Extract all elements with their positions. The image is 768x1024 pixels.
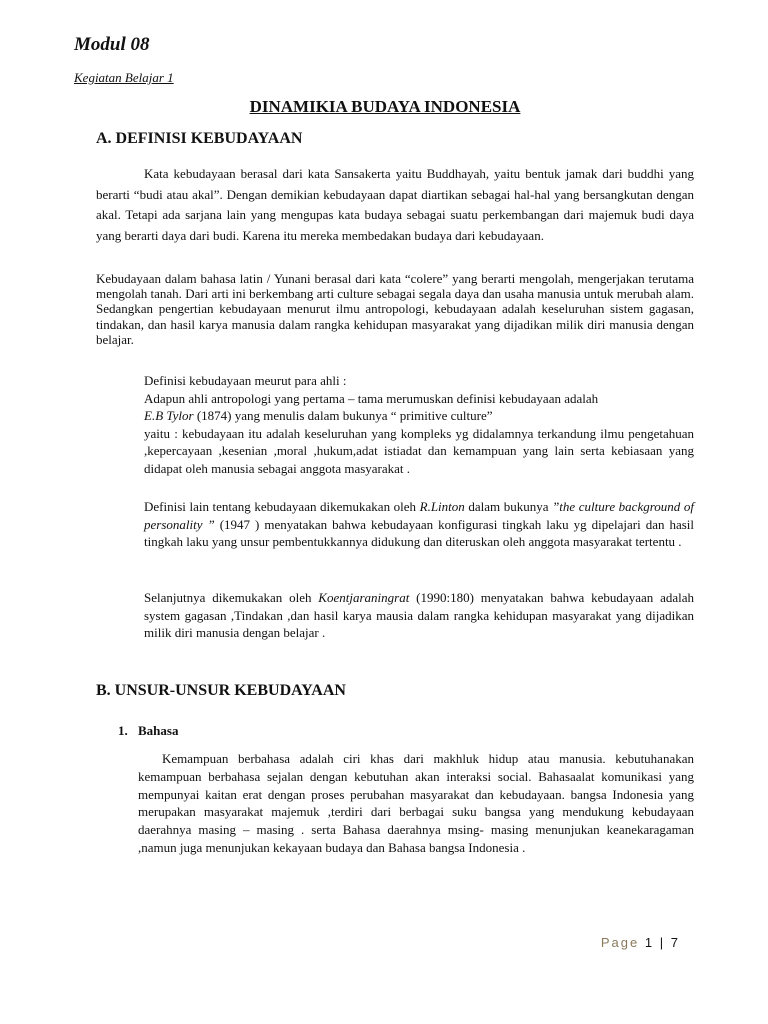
subsection-bahasa-heading	[118, 723, 178, 739]
tylor-definition-text: yaitu : kebudayaan itu adalah keseluruhan yang kompleks yg didalamnya terkandung ilmu pengetahuan ,kepercayaan ,kesenian ,moral ,hukum,adat istiadat dan kemampuan yang lain serta kebiasaan yang didapat oleh manusia sebagai anggota masyarakat .	[144, 425, 694, 476]
section-b-heading: B. UNSUR-UNSUR KEBUDAYAAN	[96, 682, 346, 699]
section-a-heading: A. DEFINISI KEBUDAYAAN	[96, 130, 303, 147]
linton-pre: Definisi lain tentang kebudayaan dikemukakan oleh	[144, 499, 420, 514]
linton-name: R.Linton	[419, 499, 465, 514]
linton-mid: dalam bukunya	[464, 499, 553, 514]
koentjaraningrat-post: (1990:180) menyatakan bahwa kebudayaan adalah system gagasan ,Tindakan ,dan hasil karya mausia dalam rangka kehidupan masyarakat yang dijadikan milik diri manusia dengan belajar .	[144, 590, 694, 640]
koentjaraningrat-pre: Selanjutnya dikemukakan oleh	[144, 590, 319, 605]
activity-label: Kegiatan Belajar 1	[74, 70, 174, 85]
linton-post: (1947 ) menyatakan bahwa kebudayaan konfigurasi tingkah laku yg dipelajari dan hasil tingkah laku yang unsur pembentukkannya didukung dan diteruskan oleh anggota masyarakat tertentu .	[144, 516, 694, 549]
paragraph-koentjaraningrat-definition	[144, 589, 694, 642]
tylor-intro-line: Adapun ahli antropologi yang pertama – tama merumuskan definisi kebudayaan adalah	[144, 390, 599, 406]
paragraph-linton-definition	[144, 498, 694, 551]
page-footer	[601, 935, 680, 950]
total-pages: 7	[670, 935, 680, 950]
module-label: Modul 08	[74, 34, 150, 55]
tylor-name: E.B Tylor	[144, 408, 194, 423]
paragraph-tylor-definition	[144, 372, 694, 477]
page-separator: |	[659, 935, 666, 950]
subsection-number: 1.	[118, 723, 128, 738]
tylor-citation-line	[144, 407, 694, 425]
document-title: DINAMIKIA BUDAYA INDONESIA	[249, 97, 521, 116]
page-label: Page	[600, 935, 640, 950]
page-number: 1	[644, 935, 655, 950]
paragraph-definition-latin: Kebudayaan dalam bahasa latin / Yunani berasal dari kata “colere” yang berarti mengolah, mengerjakan terutama mengolah tanah. Dari arti ini berkembang arti culture sebagai segala daya dan usaha manusia untuk merubah alam. Sedangkan pengertian kebudayaan menurut ilmu antropologi, kebudayaan adalah keseluruhan sistem gagasan, tindakan, dan hasil karya manusia dalam rangka kehidupan masyarakat yang dijadikan milik diri manusia dengan belajar.	[96, 271, 694, 347]
paragraph-bahasa: Kemampuan berbahasa adalah ciri khas dari makhluk hidup atau manusia. kebutuhanakan kemampuan berbahasa sejalan dengan kebutuhan akan interaksi social. Bahasaalat komunikasi yang mempunyai kaitan erat dengan proses perubahan masyarakat dan kebudayaan. bangsa Indonesia yang merupakan masyarakat majemuk ,terdiri dari berbagai suku bangsa yang mendukung kebudayaan daerahnya masing – masing . serta Bahasa daerahnya msing- masing menunjukan keanekaragaman ,namun juga menunjukan kekayaan budaya dan Bahasa bangsa Indonesia .	[138, 751, 694, 855]
koentjaraningrat-name: Koentjaraningrat	[318, 590, 410, 605]
subsection-title: Bahasa	[138, 723, 179, 738]
experts-intro-line: Definisi kebudayaan meurut para ahli :	[144, 373, 347, 388]
linton-book-title: ”the culture background of personality ”	[144, 499, 694, 532]
tylor-citation-rest: (1874) yang menulis dalam bukunya “ primitive culture”	[193, 408, 493, 423]
paragraph-definition-origin: Kata kebudayaan berasal dari kata Sansakerta yaitu Buddhayah, yaitu bentuk jamak dari buddhi yang berarti “budi atau akal”. Dengan demikian kebudayaan dapat diartikan sebagai hal-hal yang bersangkutan dengan akal. Tetapi ada sarjana lain yang mengupas kata budaya sebagai suatu perkembangan dari majemuk budi daya yang berarti daya dari budi. Karena itu mereka membedakan budaya dari kebudayaan.	[96, 166, 694, 243]
